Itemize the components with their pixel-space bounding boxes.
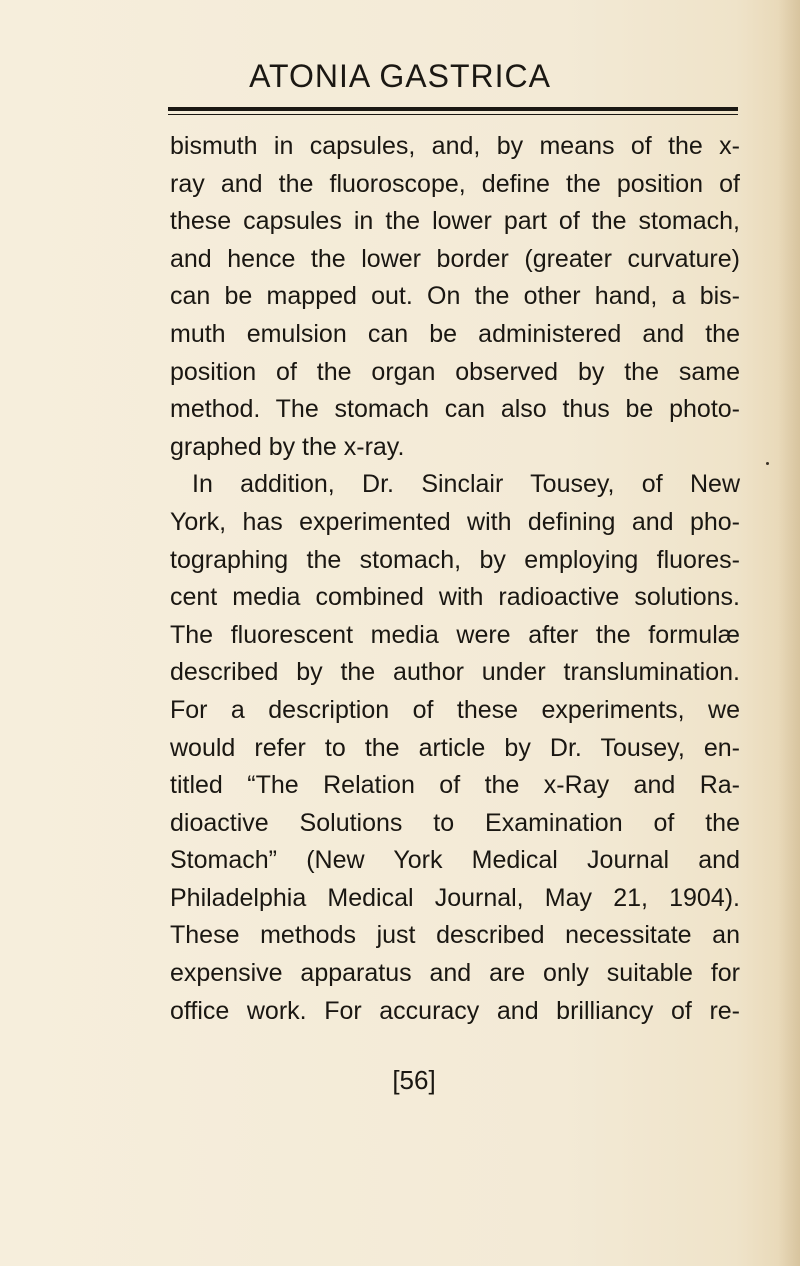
text-line: bismuth in capsules, and, by means of the x- <box>170 132 740 160</box>
text-line: graphed by the x-ray. <box>170 432 405 461</box>
text-line: position of the organ observed by the same <box>170 357 740 386</box>
text-line: described by the author under translumination. <box>170 658 740 687</box>
text-line: ray and the fluoroscope, define the position of <box>170 169 740 198</box>
text-line: these capsules in the lower part of the stomach, <box>170 207 740 236</box>
text-line: tographing the stomach, by employing fluores- <box>170 545 740 574</box>
paper-speck <box>766 462 769 465</box>
running-header: ATONIA GASTRICA <box>249 58 551 94</box>
header-rule-thick <box>168 107 738 111</box>
text-line: would refer to the article by Dr. Tousey, en- <box>170 733 740 762</box>
body-text <box>170 128 740 1030</box>
paragraph-start-line: In addition, Dr. Sinclair Tousey, of New <box>192 470 740 499</box>
text-line: cent media combined with radioactive solutions. <box>170 583 740 612</box>
text-line: dioactive Solutions to Examination of the <box>170 808 740 837</box>
text-line: York, has experimented with defining and pho- <box>170 507 740 536</box>
text-line: expensive apparatus and are only suitable for <box>170 959 740 988</box>
text-line: Philadelphia Medical Journal, May 21, 1904). <box>170 883 740 912</box>
text-line: titled “The Relation of the x-Ray and Ra- <box>170 771 740 800</box>
header-rule-thin <box>168 114 738 115</box>
page-number: [56] <box>392 1065 436 1095</box>
text-line: method. The stomach can also thus be photo- <box>170 395 740 424</box>
text-line: These methods just described necessitate an <box>170 921 740 950</box>
text-line: and hence the lower border (greater curvature) <box>170 244 740 273</box>
text-line: Stomach” (New York Medical Journal and <box>170 846 740 875</box>
text-line: muth emulsion can be administered and the <box>170 319 740 348</box>
text-line: For a description of these experiments, we <box>170 695 740 724</box>
text-line: The fluorescent media were after the formulæ <box>170 620 740 649</box>
text-line: office work. For accuracy and brilliancy of re- <box>170 996 740 1025</box>
text-line: can be mapped out. On the other hand, a bis- <box>170 282 740 311</box>
